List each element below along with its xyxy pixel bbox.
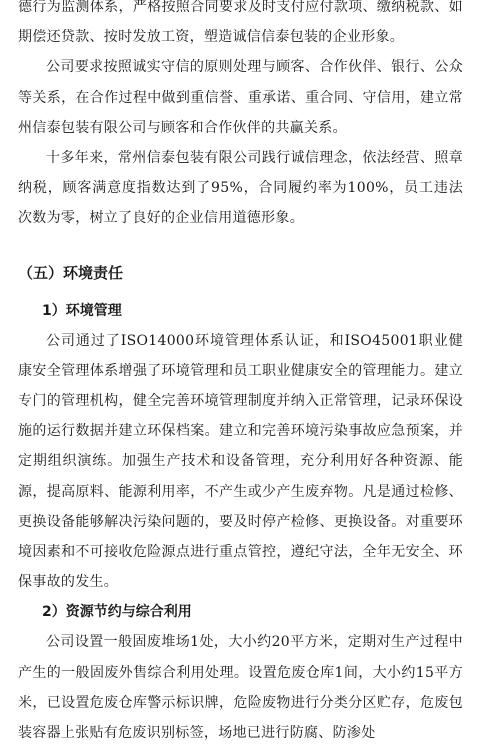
subsection-title-environment-management: 1）环境管理 (42, 302, 122, 319)
paragraph-resource-saving: 公司设置一般固废堆场1处，大小约20平方米，定期对生产过程中产生的一般固废外售综合利用处理。设置危废仓库1间，大小约15平方米，已设置危废仓库警示标识牌，危险废物进行分类分区贮存，危废包装容器上张贴有危废识别标签，场地已进行防腐、防渗处 (18, 634, 463, 742)
paragraph-integrity-image: 德行为监测体系，严格按照合同要求及时支付应付款项、缴纳税款、如期偿还贷款、按时发放工资，塑造诚信信泰包装的企业形象。 (18, 0, 463, 46)
subsection-title-resource-saving: 2）资源节约与综合利用 (42, 604, 192, 621)
paragraph-partner-relations: 公司要求按照诚实守信的原则处理与顾客、合作伙伴、银行、公众等关系，在合作过程中做到重信誉、重承诺、重合同、守信用，建立常州信泰包装有限公司与顾客和合作伙伴的共赢关系。 (18, 59, 463, 136)
section-title-environment: （五）环境责任 (18, 263, 124, 282)
paragraph-integrity-results: 十多年来，常州信泰包装有限公司践行诚信理念，依法经营、照章纳税，顾客满意度指数达到了95%，合同履约率为100%，员工违法次数为零，树立了良好的企业信用道德形象。 (18, 150, 463, 227)
paragraph-environment-management: 公司通过了ISO14000环境管理体系认证，和ISO45001职业健康安全管理体系增强了环境管理和员工职业健康安全的管理能力。建立专门的管理机构，健全完善环境管理制度并纳入正常管理，记录环保设施的运行数据并建立环保档案。建立和完善环境污染事故应急预案，并定期组织演练。加强生产技术和设备管理，充分利用好各种资源、能源，提高原料、能源利用率，不产生或少产生废弃物。凡是通过检修、更换设备能够解决污染问题的，要及时停产检修、更换设备。对重要环境因素和不可接收危险源点进行重点管控，遵纪守法，全年无安全、环保事故的发生。 (18, 332, 463, 591)
